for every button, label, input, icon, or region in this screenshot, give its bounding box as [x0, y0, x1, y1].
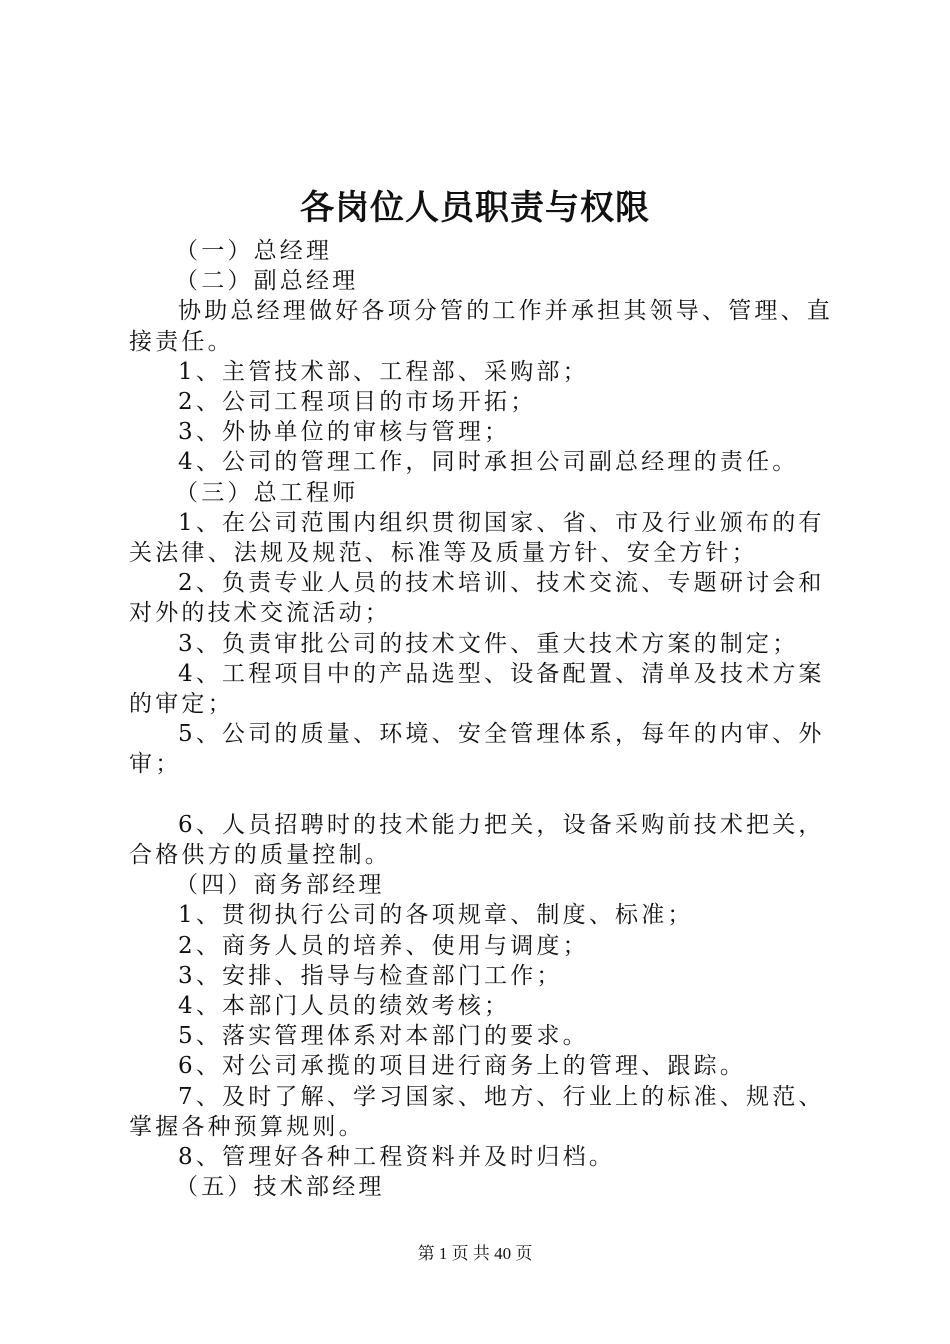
list-item: 3、负责审批公司的技术文件、重大技术方案的制定；	[178, 630, 799, 657]
list-item: 4、本部门人员的绩效考核；	[178, 993, 511, 1020]
list-item: 6、对公司承揽的项目进行商务上的管理、跟踪。	[178, 1053, 747, 1080]
list-item: 4、工程项目中的产品选型、设备配置、清单及技术方案的审定；	[129, 660, 825, 718]
list-item: 5、落实管理体系对本部门的要求。	[178, 1023, 589, 1050]
paragraph: 协助总经理做好各项分管的工作并承担其领导、管理、直接责任。	[129, 298, 833, 355]
document-title: 各岗位人员职责与权限	[300, 188, 650, 228]
page-number-footer: 第 1 页 共 40 页	[417, 1244, 533, 1263]
section-heading-business-manager: （四）商务部经理	[175, 872, 385, 899]
list-item: 5、公司的质量、环境、安全管理体系，每年的内审、外审；	[129, 721, 825, 778]
section-heading-chief-engineer: （三）总工程师	[175, 479, 359, 506]
list-item: 7、及时了解、学习国家、地方、行业上的标准、规范、掌握各种预算规则。	[129, 1083, 825, 1140]
list-item: 8、管理好各种工程资料并及时归档。	[178, 1144, 616, 1171]
list-item: 3、外协单位的审核与管理；	[178, 419, 511, 446]
section-heading-general-manager: （一）总经理	[175, 238, 333, 264]
list-item: 6、人员招聘时的技术能力把关，设备采购前技术把关，合格供方的质量控制。	[129, 811, 825, 869]
section-heading-technical-manager: （五）技术部经理	[175, 1174, 385, 1201]
list-item: 1、主管技术部、工程部、采购部；	[178, 358, 589, 385]
list-item: 2、公司工程项目的市场开拓；	[178, 389, 537, 416]
blank-line	[129, 780, 841, 810]
list-item: 1、贯彻执行公司的各项规章、制度、标准；	[178, 902, 694, 929]
list-item: 4、公司的管理工作，同时承担公司副总经理的责任。	[178, 449, 799, 476]
section-heading-deputy-general-manager: （二）副总经理	[175, 268, 359, 295]
list-item: 1、在公司范围内组织贯彻国家、省、市及行业颁布的有关法律、法规及规范、标准等及质量方针、安全方针；	[129, 509, 825, 567]
list-item: 2、负责专业人员的技术培训、技术交流、专题研讨会和对外的技术交流活动；	[129, 570, 825, 627]
list-item: 2、商务人员的培养、使用与调度；	[178, 932, 589, 959]
document-body	[129, 236, 841, 1202]
list-item: 3、安排、指导与检查部门工作；	[178, 962, 563, 989]
